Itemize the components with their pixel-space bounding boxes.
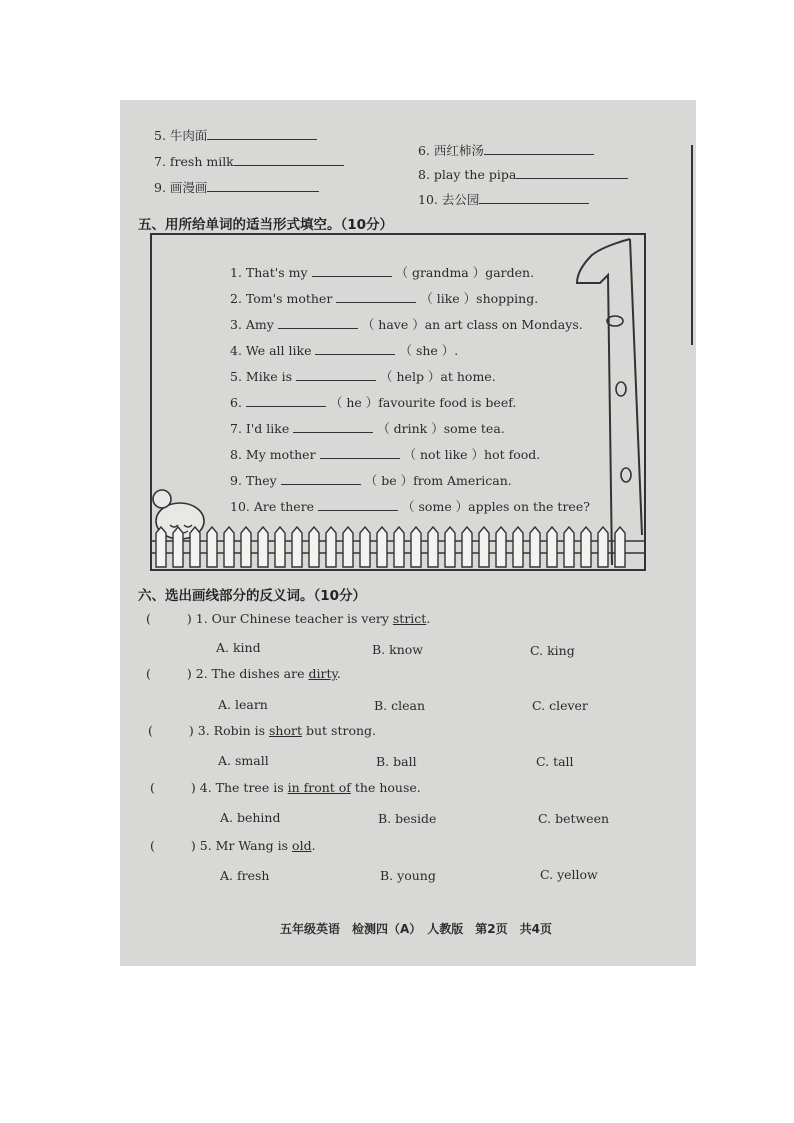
- fill-item: 7. I'd like （ drink ）some tea.: [230, 421, 505, 436]
- option[interactable]: C. yellow: [540, 867, 598, 882]
- fence-picket: [496, 527, 506, 567]
- fence-picket: [411, 527, 421, 567]
- fill-in-frame: [150, 233, 646, 571]
- fence-picket: [479, 527, 489, 567]
- option[interactable]: B. know: [372, 642, 423, 657]
- section-5-title: 五、用所给单词的适当形式填空。（10分）: [138, 217, 394, 233]
- fence-picket: [581, 527, 591, 567]
- question-2: ( ) 2. The dishes are dirty.: [146, 666, 341, 681]
- fence-picket: [258, 527, 268, 567]
- fence-decoration: [152, 527, 644, 567]
- fence-picket: [156, 527, 166, 567]
- option[interactable]: C. tall: [536, 754, 574, 769]
- fence-picket: [530, 527, 540, 567]
- fill-item: 1. That's my （ grandma ）garden.: [230, 265, 535, 280]
- option[interactable]: B. beside: [378, 811, 437, 826]
- option[interactable]: B. ball: [376, 754, 417, 769]
- fence-picket: [428, 527, 438, 567]
- fence-picket: [275, 527, 285, 567]
- option[interactable]: A. small: [218, 753, 269, 768]
- vocab-item: 10. 去公园: [418, 190, 589, 208]
- vocab-item: 6. 西红柿汤: [418, 141, 594, 159]
- fence-picket: [224, 527, 234, 567]
- question-5: ( ) 5. Mr Wang is old.: [150, 838, 316, 853]
- question-1: ( ) 1. Our Chinese teacher is very strict.: [146, 611, 431, 626]
- fill-item: 5. Mike is （ help ）at home.: [230, 369, 496, 384]
- option[interactable]: C. clever: [532, 698, 588, 713]
- fill-item: 6. （ he ）favourite food is beef.: [230, 395, 517, 410]
- fill-item: 10. Are there （ some ）apples on the tree?: [230, 499, 590, 514]
- option[interactable]: B. clean: [374, 698, 426, 713]
- question-3: ( ) 3. Robin is short but strong.: [148, 723, 377, 738]
- fence-picket: [445, 527, 455, 567]
- fence-picket: [190, 527, 200, 567]
- fence-picket: [343, 527, 353, 567]
- fence-picket: [462, 527, 472, 567]
- option[interactable]: A. behind: [220, 810, 281, 825]
- fence-picket: [394, 527, 404, 567]
- page-footer: 五年级英语 检测四（A） 人教版 第2页 共4页: [280, 922, 552, 936]
- fence-picket: [173, 527, 183, 567]
- fence-picket: [615, 527, 625, 567]
- fill-item: 9. They （ be ）from American.: [230, 473, 512, 488]
- fence-picket: [377, 527, 387, 567]
- fence-picket: [292, 527, 302, 567]
- option[interactable]: A. kind: [216, 640, 261, 655]
- fence-picket: [309, 527, 319, 567]
- fence-picket: [360, 527, 370, 567]
- fence-picket: [241, 527, 251, 567]
- option[interactable]: C. between: [538, 811, 610, 826]
- fence-picket: [513, 527, 523, 567]
- page-edge-line: [691, 145, 693, 345]
- option[interactable]: B. young: [380, 868, 436, 883]
- fill-item: 2. Tom's mother （ like ）shopping.: [230, 291, 539, 306]
- exam-page: [120, 100, 696, 966]
- fence-picket: [207, 527, 217, 567]
- fill-item: 4. We all like （ she ）.: [230, 343, 459, 358]
- option[interactable]: C. king: [530, 643, 575, 658]
- option[interactable]: A. fresh: [220, 868, 270, 883]
- section-6-title: 六、选出画线部分的反义词。（10分）: [138, 588, 367, 604]
- question-4: ( ) 4. The tree is in front of the house.: [150, 780, 421, 795]
- fence-picket: [326, 527, 336, 567]
- vocab-item: 9. 画漫画: [154, 178, 319, 196]
- fence-picket: [547, 527, 557, 567]
- fence-picket: [598, 527, 608, 567]
- fill-item: 8. My mother （ not like ）hot food.: [230, 447, 541, 462]
- vocab-item: 5. 牛肉面: [154, 126, 317, 144]
- fence-picket: [564, 527, 574, 567]
- vocab-item: 8. play the pipa: [418, 166, 628, 182]
- option[interactable]: A. learn: [218, 697, 268, 712]
- fill-item: 3. Amy （ have ）an art class on Mondays.: [230, 317, 583, 332]
- vocab-item: 7. fresh milk: [154, 153, 344, 169]
